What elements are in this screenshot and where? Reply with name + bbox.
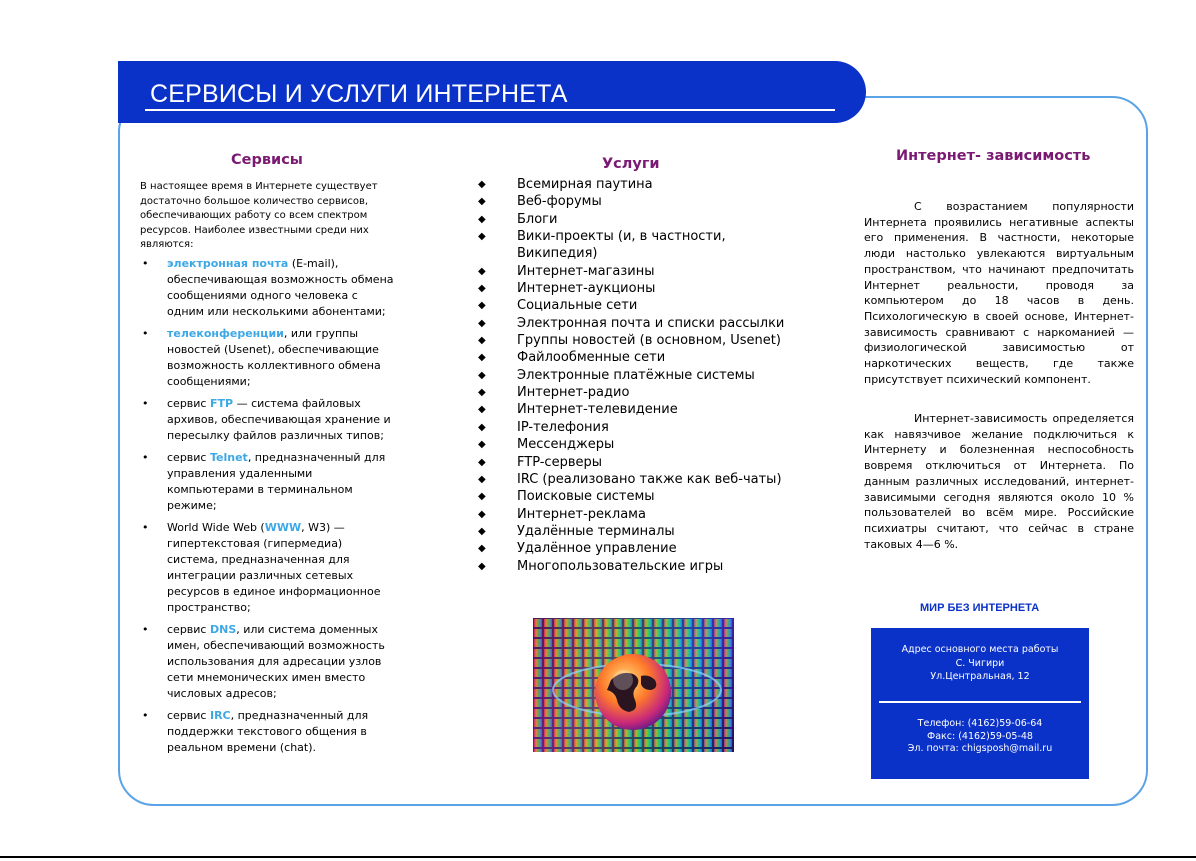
usluga-item: ◆ Удалённые терминалы xyxy=(478,523,675,539)
service-link[interactable]: FTP xyxy=(209,397,234,410)
service-link[interactable]: DNS xyxy=(209,623,237,636)
contact-box xyxy=(871,628,1089,779)
addiction-paragraph-2: Интернет-зависимость определяется как навязчивое желание подключиться к Интернету и болезненная неспособность вовремя отключиться от Интернета. По данным различных исследований, интернет-зависимыми сегодня являются около 10 % пользователей во всём мире. Российские психиатры считают, что сейчас в стране таковых 4—6 %. xyxy=(864,412,1134,551)
service-link[interactable]: IRC xyxy=(209,709,231,722)
address-city: С. Чигири xyxy=(955,657,1005,669)
usluga-item: ◆ Социальные сети xyxy=(478,298,638,314)
services-list xyxy=(140,256,396,762)
diamond-bullet-icon: ◆ xyxy=(478,213,486,225)
diamond-bullet-icon: ◆ xyxy=(478,560,486,572)
phone: Телефон: (4162)59-06-64 xyxy=(917,718,1043,729)
service-item: • сервис FTP — система файловых архивов, обеспечивающая хранение и пересылку файлов различных типов; xyxy=(142,397,391,442)
diamond-bullet-icon: ◆ xyxy=(478,525,486,537)
service-item: • сервис IRC, предназначенный для поддержки текстового общения в реальном времени (chat). xyxy=(142,709,369,754)
fax: Факс: (4162)59-05-48 xyxy=(927,730,1033,742)
diamond-bullet-icon: ◆ xyxy=(478,473,486,485)
diamond-bullet-icon: ◆ xyxy=(478,387,486,399)
usluga-item: ◆ Многопользовательские игры xyxy=(478,558,724,574)
diamond-bullet-icon: ◆ xyxy=(478,352,486,364)
diamond-bullet-icon: ◆ xyxy=(478,265,486,277)
diamond-bullet-icon: ◆ xyxy=(478,231,486,243)
usluga-item: ◆ Интернет-магазины xyxy=(478,263,655,279)
contacts-block xyxy=(871,718,1089,756)
usluga-item: ◆ Электронные платёжные системы xyxy=(478,367,755,383)
usluga-item: ◆ Удалённое управление xyxy=(478,541,677,557)
bullet-icon: • xyxy=(142,521,149,534)
usluga-item: ◆ Интернет-телевидение xyxy=(478,402,678,418)
usluga-item: ◆ IRC (реализовано также как веб-чаты) xyxy=(478,471,782,487)
address-block xyxy=(871,643,1089,684)
diamond-bullet-icon: ◆ xyxy=(478,404,486,416)
usluga-item: ◆ IP-телефония xyxy=(478,419,609,435)
usluga-item: ◆ Мессенджеры xyxy=(478,437,615,453)
uslugi-list xyxy=(478,176,788,575)
usluga-item: ◆ Электронная почта и списки рассылки xyxy=(478,315,785,331)
diamond-bullet-icon: ◆ xyxy=(478,421,486,433)
service-item: • сервис DNS, или система доменных имен, обеспечивающий возможность использования для адресации узлов сети мнемонических имен вместо числовых адресов; xyxy=(142,623,385,700)
contact-divider xyxy=(879,701,1081,703)
diamond-bullet-icon: ◆ xyxy=(478,508,486,520)
bullet-icon: • xyxy=(142,451,149,464)
service-link[interactable]: WWW xyxy=(264,521,302,534)
addiction-title: Интернет- зависимость xyxy=(896,148,1091,164)
diamond-bullet-icon: ◆ xyxy=(478,543,486,555)
bullet-icon: • xyxy=(142,397,149,410)
header-underline xyxy=(145,109,835,111)
usluga-item: ◆ Интернет-реклама xyxy=(478,506,646,522)
usluga-item: ◆ Блоги xyxy=(478,211,558,227)
uslugi-title: Услуги xyxy=(602,156,660,172)
usluga-item: ◆ Вики-проекты (и, в частности, Википедия) xyxy=(478,229,726,262)
no-internet-heading: МИР БЕЗ ИНТЕРНЕТА xyxy=(920,602,1040,614)
usluga-item: ◆ Группы новостей (в основном, Usenet) xyxy=(478,333,781,349)
email-link[interactable]: Эл. почта: chigsposh@mail.ru xyxy=(907,743,1053,754)
service-link[interactable]: телеконференции xyxy=(167,327,284,340)
address-label: Адрес основного места работы xyxy=(901,644,1059,655)
diamond-bullet-icon: ◆ xyxy=(478,369,486,381)
bullet-icon: • xyxy=(142,709,149,722)
bullet-icon: • xyxy=(142,327,149,340)
diamond-bullet-icon: ◆ xyxy=(478,439,486,451)
page-title: СЕРВИСЫ И УСЛУГИ ИНТЕРНЕТА xyxy=(150,80,568,108)
services-title: Сервисы xyxy=(231,152,303,168)
usluga-item: ◆ Интернет-аукционы xyxy=(478,281,656,297)
diamond-bullet-icon: ◆ xyxy=(478,335,486,347)
usluga-item: ◆ Поисковые системы xyxy=(478,489,655,505)
usluga-item: ◆ Интернет-радио xyxy=(478,385,630,401)
services-intro: В настоящее время в Интернете существует достаточно большое количество сервисов, обеспечивающих работу со всем спектром ресурсов. Наиболее известными среди них являются: xyxy=(140,181,378,250)
service-link[interactable]: Telnet xyxy=(209,451,248,464)
diamond-bullet-icon: ◆ xyxy=(478,196,486,208)
diamond-bullet-icon: ◆ xyxy=(478,179,486,190)
service-item: • World Wide Web (WWW, W3) — гипертекстовая (гипермедиа) система, предназначенная для интеграции различных сетевых ресурсов в единое информационное пространство; xyxy=(142,521,381,614)
service-item: • телеконференции, или группы новостей (Usenet), обеспечивающие возможность коллективного обмена сообщениями; xyxy=(142,327,381,388)
service-link[interactable]: электронная почта xyxy=(167,257,289,270)
usluga-item: ◆ Файлообменные сети xyxy=(478,350,666,366)
diamond-bullet-icon: ◆ xyxy=(478,317,486,329)
bullet-icon: • xyxy=(142,623,149,636)
usluga-item: ◆ Всемирная паутина xyxy=(478,177,653,192)
diamond-bullet-icon: ◆ xyxy=(478,456,486,468)
service-item: • электронная почта (E-mail), обеспечивающая возможность обмена сообщениями одного человека с одним или несколькими абонентами; xyxy=(142,257,394,318)
diamond-bullet-icon: ◆ xyxy=(478,283,486,295)
bullet-icon: • xyxy=(142,257,149,270)
usluga-item: ◆ Веб-форумы xyxy=(478,194,602,210)
address-street: Ул.Центральная, 12 xyxy=(930,671,1030,682)
diamond-bullet-icon: ◆ xyxy=(478,300,486,312)
diamond-bullet-icon: ◆ xyxy=(478,491,486,503)
addiction-paragraph-1: С возрастанием популярности Интернета проявились негативные аспекты его применения. В частности, некоторые люди настолько увлекаются виртуальным пространством, что начинают предпочитать Интернет реальности, проводя за компьютером до 18 часов в день. Психологическую в своей основе, Интернет-зависимость сравнивают с наркоманией — физиологической зависимостью от наркотических веществ, где также присутствует психический компонент. xyxy=(864,200,1134,386)
page-bottom-line xyxy=(0,856,1196,858)
globe-illustration xyxy=(533,618,734,752)
service-item: • сервис Telnet, предназначенный для управления удаленными компьютерами в терминальном режиме; xyxy=(142,451,386,512)
usluga-item: ◆ FTP-серверы xyxy=(478,454,603,470)
